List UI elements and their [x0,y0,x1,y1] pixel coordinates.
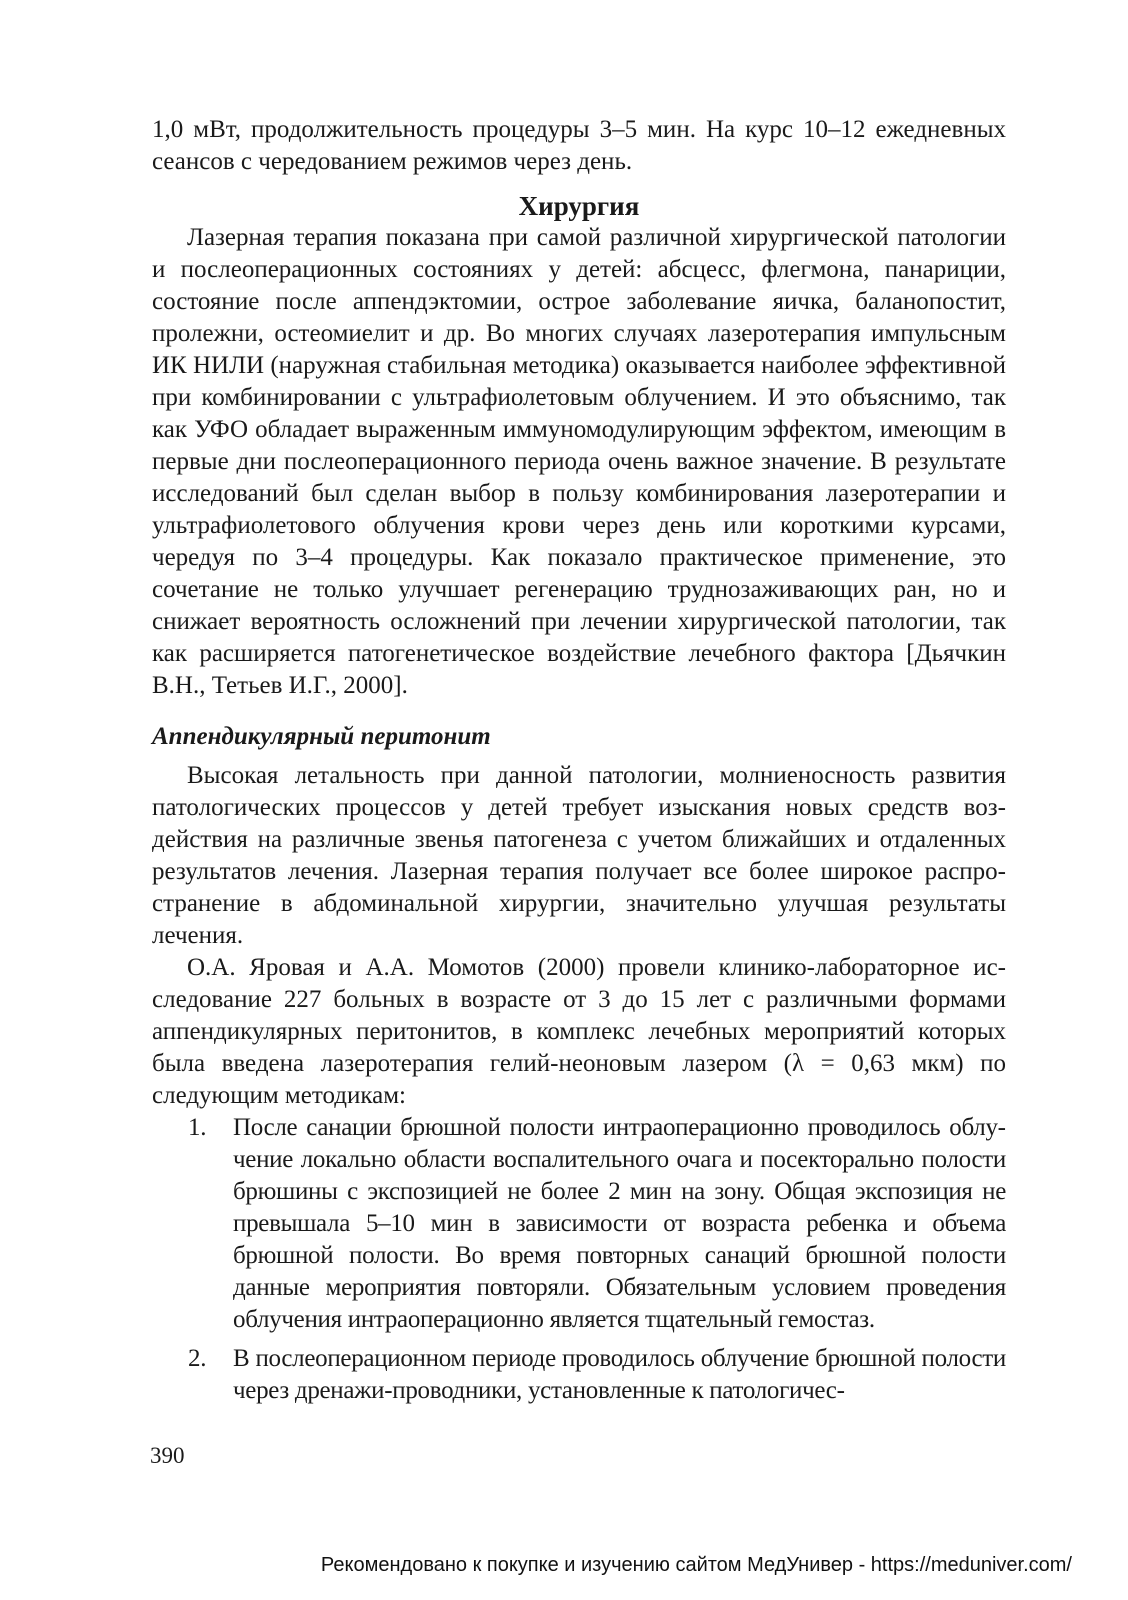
methods-list [152,1112,1006,1407]
subsection-title: Аппендикулярный перитонит [152,723,491,750]
list-item-text: В послеоперационном периоде проводилось облучение брюшной полости через дренажи-проводники, установленные к патологичес- [233,1345,1006,1404]
list-item-number: 1. [188,1114,207,1141]
footer-recommendation: Рекомендовано к покупке и изучению сайтом МедУнивер - https://meduniver.com/ [320,1554,1072,1576]
list-item-number: 2. [188,1345,207,1372]
section-title: Хирургия [518,191,640,221]
list-item-text: После санации брюшной полости интраоперационно проводилось облучение локально области воспалительного очага и посекторально полости брюшины с экспозицией не более 2 мин на зону. Общая экспозиция не превышала 5–10 мин в зависимости от возраста ребенка и объема брюшной полости. Во время повторных санаций брюшной полости данные мероприятия повторяли. Обязательным условием проведения облучения интраоперационно является тщательный гемостаз. [233,1114,1006,1333]
subsection-paragraph-2: О.А. Яровая и А.А. Момотов (2000) провели клинико-лабораторное исследование 227 больных в возрасте от 3 до 15 лет с различными формами аппендикулярных перитонитов, в комплекс лечебных мероприятий которых была введена лазеротерапия гелий-неоновым лазером (λ = 0,63 мкм) по следующим методикам: [152,954,1006,1109]
subsection-paragraph-1: Высокая летальность при данной патологии, молниеносность развития патологических процессов у детей требует изыскания новых средств воздействия на различные звенья патогенеза с учетом ближайших и отдаленных результатов лечения. Лазерная терапия получает все более широкое распространение в абдоминальной хирургии, значительно улучшая результаты лечения. [152,762,1006,949]
list-item [152,1112,1006,1336]
section-paragraph: Лазерная терапия показана при самой различной хирургической патологии и послеоперационных состояниях у детей: абсцесс, флегмона, панариции, состояние после аппендэктомии, острое заболевание яичка, баланопостит, пролежни, остеомиелит и др. Во многих случаях лазеротерапия импульсным ИК НИЛИ (наружная стабильная методика) оказывается наиболее эффективной при комбинировании с ультрафиолетовым облучением. И это объяснимо, так как УФО обладает выраженным иммуномодулирующим эффектом, имеющим в первые дни послеоперационного периода очень важное значение. В результате исследований был сделан выбор в пользу комбинирования лазеротерапии и ультрафиолетового облучения крови через день или короткими курсами, чередуя по 3–4 процедуры. Как показало практическое применение, это сочетание не только улучшает регенерацию труднозаживающих ран, но и снижает вероятность осложнений при лечении хирургической патологии, так как расширяется патогенетическое воздействие лечебного фактора [Дьячкин В.Н., Тетьев И.Г., 2000]. [152,224,1006,699]
page-number: 390 [150,1443,185,1468]
page-body [152,114,1006,1414]
list-item [152,1343,1006,1407]
intro-paragraph: 1,0 мВт, продолжительность процедуры 3–5 мин. На курс 10–12 ежедневных сеансов с чередованием режимов через день. [152,116,1006,175]
